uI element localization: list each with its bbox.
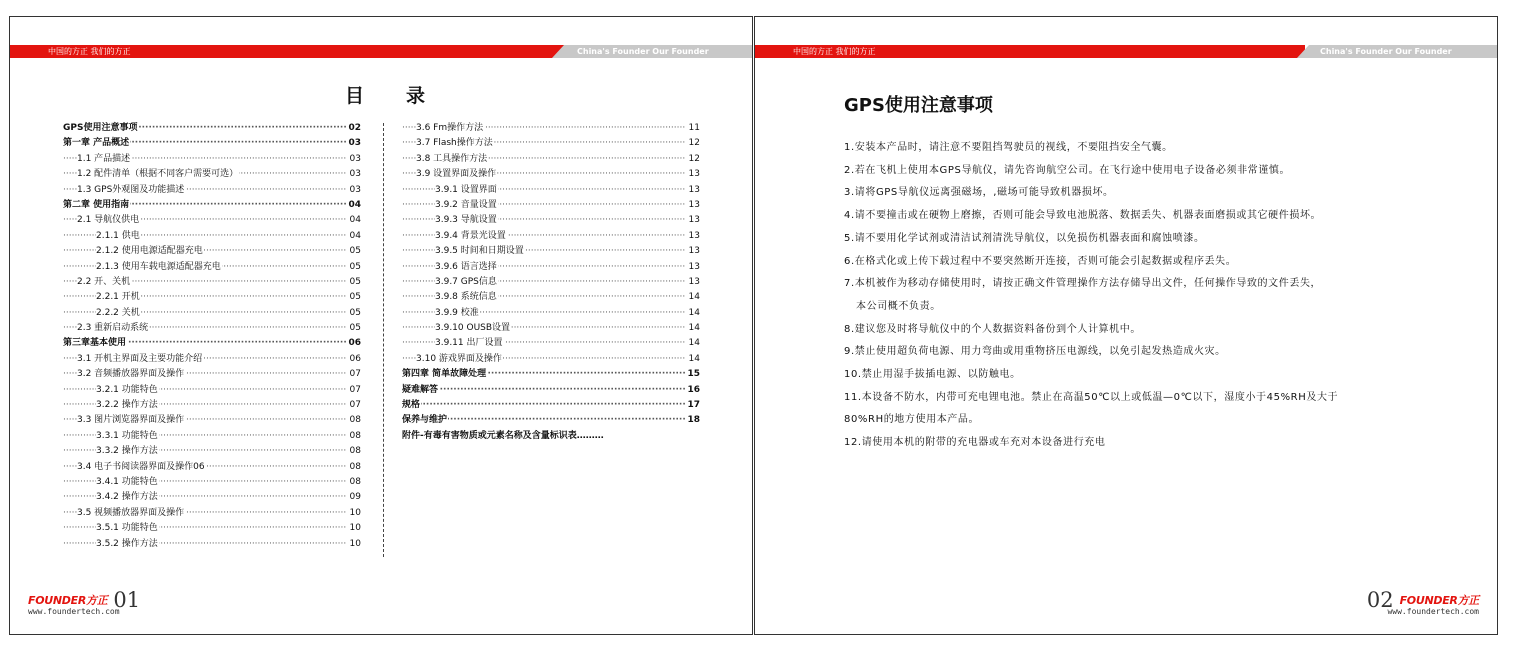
toc-entry[interactable]	[402, 429, 700, 444]
page-title: GPS使用注意事项	[844, 95, 993, 116]
toc-entry-label: 第四章 简单故障处理	[402, 369, 487, 380]
toc-entry-label: 3.9.5 时间和日期设置	[435, 246, 524, 257]
toc-entry-page: 10	[350, 537, 361, 552]
toc-entry[interactable]	[63, 260, 361, 275]
toc-entry-label: 3.3.1 功能特色	[96, 430, 158, 441]
toc-entry[interactable]	[402, 367, 700, 382]
toc-entry-page: 05	[350, 290, 361, 305]
toc-entry[interactable]	[63, 475, 361, 490]
footer-url[interactable]: www.foundertech.com	[28, 607, 120, 616]
toc-entry-page: 15	[687, 367, 700, 382]
note-item: 1.安装本产品时，请注意不要阻挡驾驶员的视线，不要阻挡安全气囊。	[844, 142, 1173, 153]
toc-entry-label: 2.2.2 关机	[96, 307, 140, 318]
toc-entry[interactable]	[63, 367, 361, 382]
toc-entry-page: 07	[350, 383, 361, 398]
toc-entry-label: 2.3 重新启动系统	[77, 323, 149, 334]
toc-entry[interactable]	[63, 444, 361, 459]
toc-entry-label: 3.9.2 音量设置	[435, 199, 497, 210]
toc-entry[interactable]	[63, 521, 361, 536]
toc-entry-label: 3.1 开机主界面及主要功能介绍	[77, 353, 203, 364]
toc-entry[interactable]	[402, 352, 700, 367]
note-item: 3.请将GPS导航仪远离强磁场，,磁场可能导致机器损坏。	[844, 187, 1114, 199]
toc-entry-label: 3.9.1 设置界面	[435, 184, 497, 195]
toc-entry-page: 05	[350, 306, 361, 321]
toc-entry-label: 2.1 导航仪供电	[77, 215, 140, 226]
header-banner	[755, 45, 1497, 58]
header-banner	[10, 45, 752, 58]
toc-entry-page: 13	[689, 167, 700, 182]
toc-entry-page: 13	[689, 183, 700, 198]
toc-entry-label: 3.8 工具操作方法	[416, 153, 488, 164]
toc-entry-label: 3.4.2 操作方法	[96, 492, 158, 503]
note-item: 11.本设备不防水，内带可充电锂电池。禁止在高温50℃以上或低温—0℃以下，湿度小于45%RH及大于	[844, 391, 1339, 403]
toc-entry-page: 07	[350, 367, 361, 382]
toc-entry[interactable]	[63, 152, 361, 167]
banner-cn-slogan: 中国的方正 我们的方正	[48, 47, 131, 56]
toc-entry-page: 14	[689, 321, 700, 336]
toc-entry-label: 3.6 Fm操作方法	[416, 123, 484, 133]
toc-entry-page: 04	[348, 198, 361, 213]
toc-entry-page: 05	[350, 275, 361, 290]
toc-entry-label: 3.9.7 GPS信息	[435, 276, 497, 287]
toc-entry-page: 09	[350, 490, 361, 505]
toc-entry-label: 3.9.3 导航设置	[435, 215, 497, 226]
note-item: 9.禁止使用超负荷电源、用力弯曲或用重物挤压电源线，以免引起发热造成火灾。	[844, 346, 1226, 358]
column-divider	[383, 123, 384, 557]
toc-entry-page: 03	[350, 183, 361, 198]
toc-entry-label: 3.2 音频播放器界面及操作	[77, 369, 185, 380]
toc-entry[interactable]	[402, 336, 700, 351]
toc-title: 目录	[345, 85, 468, 107]
page-number: 02	[1366, 588, 1394, 612]
toc-entry-label: 保养与维护	[402, 415, 448, 426]
note-item: 12.请使用本机的附带的充电器或车充对本设备进行充电	[844, 437, 1106, 449]
toc-entry[interactable]	[63, 383, 361, 398]
toc-entry-label: 3.3 图片浏览器界面及操作	[77, 415, 185, 426]
toc-entry-page: 14	[689, 290, 700, 305]
toc-entry[interactable]	[63, 413, 361, 428]
toc-entry-label: 2.1.3 使用车载电源适配器充电	[96, 261, 221, 272]
notes-list	[844, 137, 1444, 455]
toc-entry-page: 10	[350, 506, 361, 521]
toc-entry-label: 3.9.9 校准	[435, 307, 479, 318]
toc-entry-label: 3.10 游戏界面及操作	[416, 353, 502, 364]
toc-entry[interactable]	[63, 506, 361, 521]
toc-entry[interactable]	[63, 229, 361, 244]
note-item: 2.若在飞机上使用本GPS导航仪，请先咨询航空公司。在飞行途中使用电子设备必须非常谨慎。	[844, 164, 1291, 176]
toc-entry-label: 规格	[402, 400, 421, 411]
toc-entry-label: 2.1.2 使用电源适配器充电	[96, 246, 203, 257]
left-page	[9, 16, 753, 635]
toc-entry-page: 05	[350, 244, 361, 259]
toc-entry[interactable]	[63, 198, 361, 213]
note-item: 4.请不要撞击或在硬物上磨擦，否则可能会导致电池脱落、数据丢失、机器表面磨损或其它硬件损坏。	[844, 210, 1322, 222]
toc-entry-label: 3.4 电子书阅读器界面及操作06	[77, 461, 205, 472]
toc-entry[interactable]	[402, 275, 700, 290]
toc-entry[interactable]	[63, 183, 361, 198]
toc-entry-label: 3.3.2 操作方法	[96, 446, 158, 457]
toc-entry-page: 03	[348, 136, 361, 151]
toc-entry[interactable]	[402, 198, 700, 213]
toc-entry[interactable]	[402, 136, 700, 151]
toc-entry-page: 04	[350, 229, 361, 244]
toc-entry-label: 2.1.1 供电	[96, 230, 140, 241]
toc-entry-page: 13	[689, 260, 700, 275]
toc-entry-label: 3.9.8 系统信息	[435, 292, 497, 303]
toc-entry-page: 13	[689, 275, 700, 290]
toc-entry-page: 08	[350, 413, 361, 428]
toc-entry-page: 03	[350, 152, 361, 167]
toc-entry[interactable]	[402, 321, 700, 336]
toc-entry[interactable]	[63, 121, 361, 136]
toc-leader-dots	[402, 383, 686, 398]
toc-entry-label: 3.9.11 出厂设置	[435, 338, 503, 349]
toc-entry[interactable]	[402, 229, 700, 244]
toc-entry-label: 1.1 产品描述	[77, 153, 131, 164]
toc-entry[interactable]	[63, 136, 361, 151]
banner-en-slogan: China's Founder Our Founder	[577, 47, 709, 56]
toc-entry-label: 3.7 Flash操作方法	[416, 138, 493, 149]
toc-entry-page: 13	[689, 229, 700, 244]
toc-entry-label: 第一章 产品概述	[63, 138, 130, 149]
toc-entry-label: 1.3 GPS外观图及功能描述	[77, 184, 185, 195]
toc-entry-page: 08	[350, 429, 361, 444]
toc-entry[interactable]	[63, 537, 361, 552]
footer-url[interactable]: www.foundertech.com	[1387, 607, 1479, 616]
note-item: 80%RH的地方使用本产品。	[844, 414, 980, 426]
toc-entry-label: 2.2.1 开机	[96, 292, 140, 303]
toc-entry-label: 3.9.10 OUSB设置	[435, 323, 511, 334]
toc-entry-label: 第三章基本使用	[63, 338, 127, 349]
toc-leader-dots	[402, 398, 686, 413]
toc-entry[interactable]	[402, 183, 700, 198]
toc-entry-page: 14	[689, 336, 700, 351]
note-item: 5.请不要用化学试剂或清洁试剂清洗导航仪，以免损伤机器表面和腐蚀喷漆。	[844, 232, 1205, 244]
toc-entry-label: 3.9.6 语言选择	[435, 261, 497, 272]
toc-entry[interactable]	[63, 490, 361, 505]
toc-entry-page: 03	[350, 167, 361, 182]
toc-entry-page: 06	[350, 352, 361, 367]
banner-cn-slogan: 中国的方正 我们的方正	[793, 47, 876, 56]
toc-entry-page: 08	[350, 475, 361, 490]
toc-entry[interactable]	[402, 213, 700, 228]
toc-entry-page: 14	[689, 352, 700, 367]
toc-entry[interactable]	[402, 413, 700, 428]
right-page	[754, 16, 1498, 635]
toc-entry-label: 2.2 开、关机	[77, 276, 131, 287]
toc-entry[interactable]	[402, 244, 700, 259]
toc-column-right	[402, 121, 700, 444]
toc-entry-label: 疑难解答	[402, 384, 439, 395]
toc-entry[interactable]	[402, 306, 700, 321]
toc-entry-label: 附件-有毒有害物质或元素名称及含量标识表………	[402, 430, 604, 441]
note-item: 8.建议您及时将导航仪中的个人数据资料备份到个人计算机中。	[844, 323, 1141, 335]
toc-entry[interactable]	[63, 336, 361, 351]
toc-entry-label: 3.5 视频播放器界面及操作	[77, 507, 185, 518]
toc-entry-page: 08	[350, 460, 361, 475]
toc-entry-label: 3.2.1 功能特色	[96, 384, 158, 395]
toc-entry[interactable]	[63, 429, 361, 444]
toc-entry-page: 13	[689, 198, 700, 213]
toc-entry-label: 3.9 设置界面及操作	[416, 169, 497, 180]
toc-entry[interactable]	[402, 152, 700, 167]
toc-entry-label: 3.5.2 操作方法	[96, 538, 158, 549]
toc-entry-page: 12	[689, 136, 700, 151]
toc-entry[interactable]	[402, 383, 700, 398]
toc-entry[interactable]	[63, 275, 361, 290]
banner-en-slogan: China's Founder Our Founder	[1320, 47, 1452, 56]
toc-entry-label: 3.5.1 功能特色	[96, 523, 158, 534]
toc-entry-label: 1.2 配件清单（根据不同客户需要可选）	[77, 169, 239, 180]
toc-entry-page: 12	[689, 152, 700, 167]
founder-logo: FOUNDER方正	[28, 594, 108, 607]
toc-entry-page: 17	[687, 398, 700, 413]
toc-entry[interactable]	[63, 167, 361, 182]
toc-entry[interactable]	[63, 244, 361, 259]
toc-entry[interactable]	[402, 260, 700, 275]
note-item: 10.禁止用湿手拔插电源、以防触电。	[844, 369, 1021, 381]
toc-entry[interactable]	[63, 290, 361, 305]
founder-logo: FOUNDER方正	[1399, 594, 1479, 607]
toc-entry[interactable]	[402, 290, 700, 305]
toc-entry-page: 05	[350, 321, 361, 336]
toc-entry-label: GPS使用注意事项	[63, 123, 138, 133]
toc-entry[interactable]	[63, 398, 361, 413]
toc-entry-page: 05	[350, 260, 361, 275]
page-number: 01	[113, 588, 141, 612]
toc-entry-page: 07	[350, 398, 361, 413]
toc-entry-label: 第二章 使用指南	[63, 199, 130, 210]
toc-entry[interactable]	[63, 306, 361, 321]
toc-entry-page: 16	[687, 383, 700, 398]
toc-entry-page: 11	[689, 121, 700, 136]
toc-entry[interactable]	[63, 352, 361, 367]
toc-entry[interactable]	[63, 460, 361, 475]
toc-entry[interactable]	[402, 121, 700, 136]
toc-entry-page: 18	[687, 413, 700, 428]
toc-entry-page: 08	[350, 444, 361, 459]
note-item: 本公司概不负责。	[856, 300, 941, 312]
toc-entry-page: 13	[689, 244, 700, 259]
toc-entry[interactable]	[63, 213, 361, 228]
toc-column-left	[63, 121, 361, 552]
toc-entry-label: 3.4.1 功能特色	[96, 476, 158, 487]
toc-entry-page: 06	[348, 336, 361, 351]
toc-entry-page: 13	[689, 213, 700, 228]
toc-entry[interactable]	[63, 321, 361, 336]
toc-entry-page: 10	[350, 521, 361, 536]
toc-entry-page: 14	[689, 306, 700, 321]
toc-entry-page: 04	[350, 213, 361, 228]
toc-entry[interactable]	[402, 167, 700, 182]
note-item: 6.在格式化或上传下载过程中不要突然断开连接，否则可能会引起数据或程序丢失。	[844, 255, 1237, 267]
toc-entry-page: 02	[348, 121, 361, 136]
toc-entry[interactable]	[402, 398, 700, 413]
note-item: 7.本机被作为移动存储使用时，请按正确文件管理操作方法存储导出文件，任何操作导致的文件丢失，	[844, 278, 1322, 290]
toc-entry-label: 3.9.4 背景光设置	[435, 230, 506, 241]
toc-entry-label: 3.2.2 操作方法	[96, 400, 158, 411]
